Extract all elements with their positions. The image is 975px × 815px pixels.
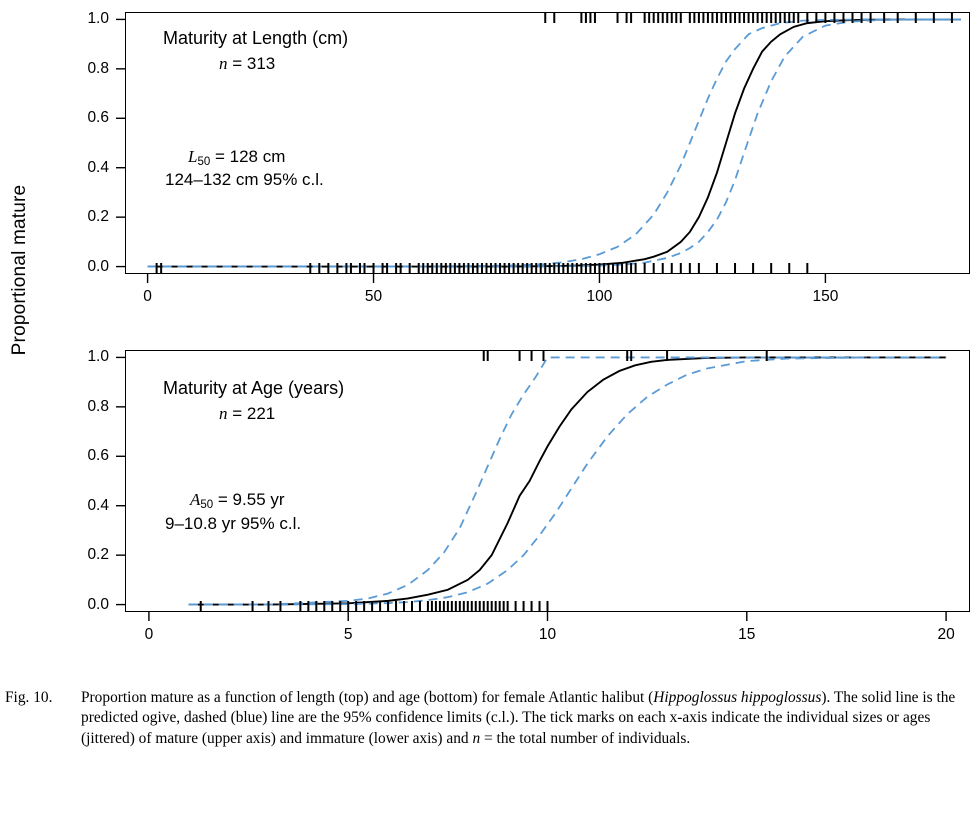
figure-caption <box>5 688 973 749</box>
series-ogive <box>189 357 946 604</box>
caption-text: Proportion mature as a function of length (top) and age (bottom) for female Atlantic halibut (Hippoglossus hippoglossus). The solid line is the predicted ogive, dashed (blue) line are the 95% confidence limits (c.l.). The tick marks on each x-axis indicate the individual sizes or ages (jittered) of mature (upper axis) and immature (lower axis) and n = the total number of individuals. <box>81 689 956 747</box>
y-tick-label: 1.0 <box>87 348 109 366</box>
x-tick-label: 0 <box>144 626 154 643</box>
x-tick-label: 5 <box>343 626 353 643</box>
plot-curves-length <box>0 0 975 330</box>
y-tick-label: 0.2 <box>87 208 109 226</box>
x-tick-label: 20 <box>937 626 955 643</box>
panel-n-age: n = 221 <box>219 404 276 423</box>
panel-n-length: n = 313 <box>219 54 276 73</box>
y-tick-label: 0.0 <box>87 257 109 275</box>
y-tick-label: 0.4 <box>87 496 109 514</box>
panel-stat-a50-ci: 9–10.8 yr 95% c.l. <box>165 514 302 533</box>
series-ogive <box>148 19 961 266</box>
panel-stat-a50: $A_{50} = 9.55$ yr <box>190 490 285 511</box>
y-tick-label: 0.0 <box>87 595 109 613</box>
x-tick-label: 15 <box>738 626 756 643</box>
chart-panel-length <box>0 0 975 330</box>
y-tick-label: 1.0 <box>87 10 109 28</box>
panel-stat-l50-ci: 124–132 cm 95% c.l. <box>165 170 324 189</box>
plot-curves-age <box>0 330 975 670</box>
panel-title-length: Maturity at Length (cm) <box>163 28 349 48</box>
chart-panel-age <box>0 330 975 670</box>
x-tick-label: 50 <box>364 288 383 305</box>
series-ci-1 <box>189 357 946 604</box>
y-tick-label: 0.6 <box>87 109 109 127</box>
x-tick-label: 10 <box>538 626 557 643</box>
y-tick-label: 0.4 <box>87 158 109 176</box>
y-tick-label: 0.6 <box>87 447 109 465</box>
x-tick-label: 100 <box>586 288 613 305</box>
caption-label: Fig. 10. <box>5 689 53 706</box>
y-tick-label: 0.8 <box>87 397 109 415</box>
series-ci-2 <box>189 357 867 604</box>
y-axis-label-text: Proportional mature <box>9 184 30 356</box>
series-ci-1 <box>148 19 961 266</box>
y-tick-label: 0.8 <box>87 59 109 77</box>
x-tick-label: 150 <box>812 288 839 305</box>
x-tick-label: 0 <box>143 288 152 305</box>
series-ci-2 <box>148 19 961 266</box>
panel-title-age: Maturity at Age (years) <box>163 378 345 398</box>
panel-stat-l50: $L_{50} = 128$ cm <box>188 147 286 168</box>
y-tick-label: 0.2 <box>87 546 109 564</box>
